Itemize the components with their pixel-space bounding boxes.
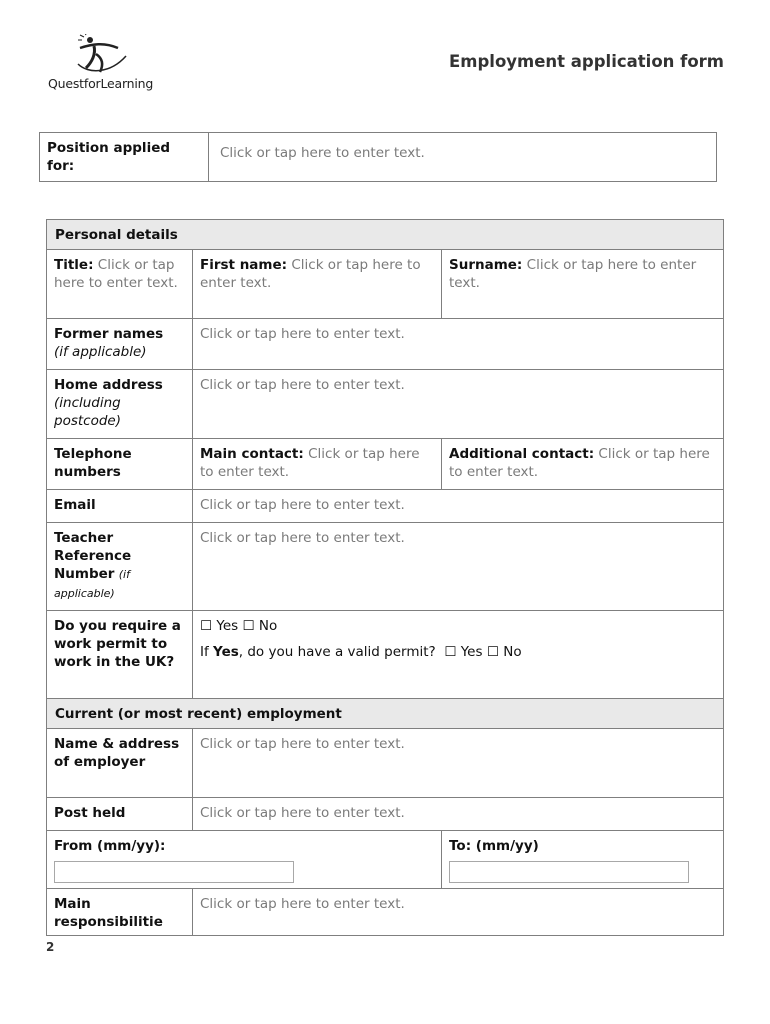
application-table (46, 219, 724, 936)
trn-input[interactable]: Click or tap here to enter text. (193, 523, 724, 611)
trn-note: (if applicable) (54, 568, 130, 600)
main-contact-cell[interactable] (193, 439, 442, 490)
trn-label-cell (47, 523, 193, 611)
surname-input[interactable]: Click or tap here to enter text. (449, 257, 697, 291)
to-label: To: (mm/yy) (449, 838, 539, 854)
employer-label: Name & address of employer (47, 729, 193, 798)
work-permit-row (47, 611, 724, 699)
employer-row (47, 729, 724, 798)
position-label: Position applied for: (40, 133, 209, 182)
responsibilities-input[interactable]: Click or tap here to enter text. (193, 889, 724, 936)
trn-label: Teacher Reference Number (54, 530, 132, 582)
additional-contact-cell[interactable] (442, 439, 724, 490)
quest-for-learning-logo (44, 34, 174, 94)
permit-yes-checkbox[interactable]: ☐ (200, 618, 213, 634)
position-table (39, 132, 717, 182)
valid-permit-no-checkbox[interactable]: ☐ (486, 644, 499, 660)
dates-row (47, 831, 724, 889)
employment-header-row (47, 699, 724, 729)
home-address-note: (including postcode) (54, 395, 121, 429)
email-input[interactable]: Click or tap here to enter text. (193, 490, 724, 523)
first-name-label: First name: (200, 257, 288, 273)
logo-figure-icon (74, 34, 134, 78)
position-row (40, 133, 717, 182)
main-contact-input[interactable]: Click or tap here to enter text. (200, 446, 420, 480)
from-input[interactable] (54, 861, 294, 883)
former-names-label-cell (47, 319, 193, 370)
telephone-label: Telephone numbers (47, 439, 193, 490)
from-label: From (mm/yy): (54, 838, 166, 854)
logo-text: QuestforLearning (48, 76, 154, 91)
home-address-label: Home address (54, 377, 163, 393)
title-label: Title: (54, 257, 94, 273)
to-input[interactable] (449, 861, 689, 883)
permit-yes-label: Yes (216, 618, 239, 634)
permit-no-checkbox[interactable]: ☐ (242, 618, 255, 634)
former-names-input[interactable]: Click or tap here to enter text. (193, 319, 724, 370)
additional-contact-input[interactable]: Click or tap here to enter text. (449, 446, 710, 480)
valid-permit-yes-checkbox[interactable]: ☐ (444, 644, 457, 660)
email-row (47, 490, 724, 523)
permit-question-rest: , do you have a valid permit? (238, 644, 436, 660)
from-cell (47, 831, 442, 889)
main-contact-label: Main contact: (200, 446, 304, 462)
form-title: Employment application form (449, 52, 724, 71)
personal-details-heading: Personal details (47, 220, 724, 250)
name-row (47, 250, 724, 319)
former-names-note: (if applicable) (54, 344, 147, 360)
employment-heading: Current (or most recent) employment (47, 699, 724, 729)
to-cell (442, 831, 724, 889)
personal-details-header-row (47, 220, 724, 250)
surname-label: Surname: (449, 257, 523, 273)
telephone-row (47, 439, 724, 490)
surname-cell[interactable] (442, 250, 724, 319)
work-permit-label: Do you require a work permit to work in the UK? (47, 611, 193, 699)
home-address-label-cell (47, 370, 193, 439)
permit-question-prefix: If (200, 644, 209, 660)
first-name-input[interactable]: Click or tap here to enter text. (200, 257, 421, 291)
responsibilities-label: Main responsibilitie (47, 889, 193, 936)
employer-input[interactable]: Click or tap here to enter text. (193, 729, 724, 798)
additional-contact-label: Additional contact: (449, 446, 595, 462)
responsibilities-row (47, 889, 724, 936)
valid-permit-no-label: No (503, 644, 522, 660)
post-held-row (47, 798, 724, 831)
title-input[interactable]: Click or tap here to enter text. (54, 257, 178, 291)
permit-no-label: No (258, 618, 278, 634)
home-address-input[interactable]: Click or tap here to enter text. (193, 370, 724, 439)
title-cell[interactable] (47, 250, 193, 319)
valid-permit-yes-label: Yes (460, 644, 483, 660)
position-input[interactable]: Click or tap here to enter text. (209, 133, 717, 182)
trn-row (47, 523, 724, 611)
home-address-row (47, 370, 724, 439)
email-label: Email (47, 490, 193, 523)
permit-question-bold: Yes (213, 644, 239, 660)
post-held-label: Post held (47, 798, 193, 831)
post-held-input[interactable]: Click or tap here to enter text. (193, 798, 724, 831)
work-permit-cell (193, 611, 724, 699)
first-name-cell[interactable] (193, 250, 442, 319)
page-number: 2 (46, 940, 55, 954)
former-names-label: Former names (54, 326, 164, 342)
former-names-row (47, 319, 724, 370)
